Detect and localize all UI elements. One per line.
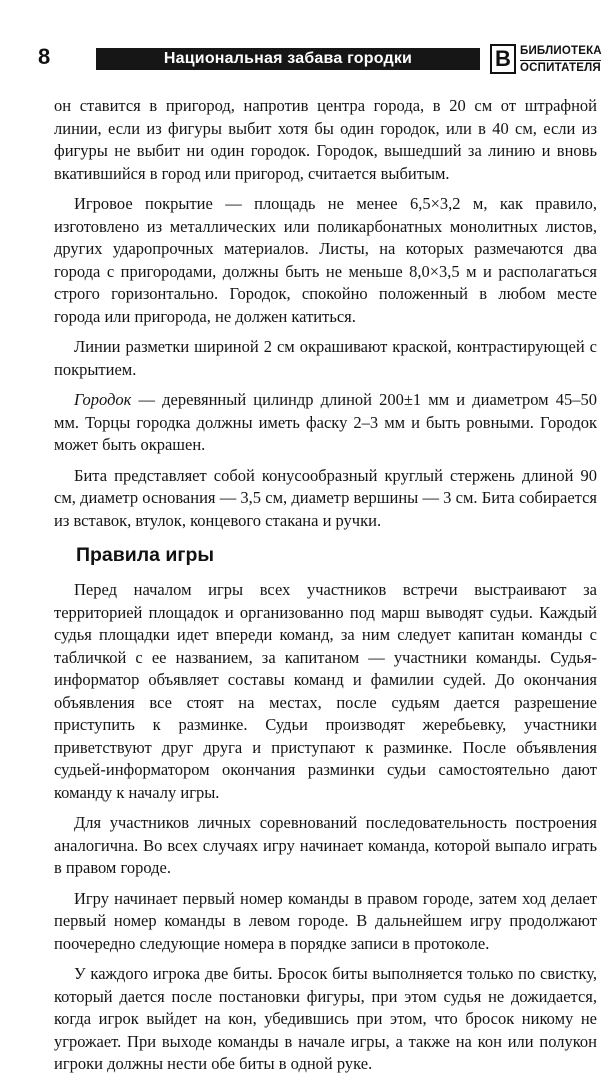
- page-header: [28, 38, 602, 78]
- series-name-line2: ОСПИТАТЕЛЯ: [520, 62, 601, 74]
- paragraph-rules-individual: Для участников личных соревнований последовательность построения аналогична. Во всех случаях игру начинает команда, которой выпало играть в правом городе.: [54, 813, 597, 877]
- paragraph-continued: он ставится в пригород, напротив центра города, в 20 см от штрафной линии, если из фигуры выбит хотя бы один городок, или в 40 см, если из фигуры не выбит ни один городок. Городок, вышедший за линию и вновь вкатившийся в город или пригород, считается выбитым.: [54, 96, 597, 183]
- paragraph-rules-lineup: Перед началом игры всех участников встречи выстраивают за территорией площадок и организованно под марш выводят судьи. Каждый судья площадки идет впереди команд, за ним следует капитан команды с табличкой с ее названием, за капитаном — участники команды. Судья-информатор объявляет составы команд и фамилии судей. До окончания объявления все стоят на местах, после судьям дается разрешение приступить к разминке. Судьи производят жеребьевку, участники приветствуют друг друга и приступают к разминке. После объявления судьей-информатором окончания разминки судьи самостоятельно дают команду к началу игры.: [54, 580, 597, 802]
- term-gorodok: Городок: [74, 390, 132, 409]
- gorodok-definition-text: — деревянный цилиндр длиной 200±1 мм и диаметром 45–50 мм. Торцы городка должны иметь фаску 2–3 мм и быть ровными. Городок может быть окрашен.: [54, 390, 597, 454]
- paragraph-bat-description: Бита представляет собой конусообразный круглый стержень длиной 90 см, диаметр основания — 3,5 см, диаметр вершины — 3 см. Бита собирается из вставок, втулок, концевого стакана и ручки.: [54, 465, 597, 530]
- section-heading-rules: Правила игры: [76, 544, 215, 566]
- paragraph-rules-turn-order: Игру начинает первый номер команды в правом городе, затем ход делает первый номер команды в левом городе. В дальнейшем игру продолжают поочередно следующие номера в порядке записи в протоколе.: [54, 888, 597, 953]
- paragraph-playing-surface: Игровое покрытие — площадь не менее 6,5×3,2 м, как правило, изготовлено из металлических или поликарбонатных монолитных листов, других ударопрочных материалов. Листы, на которых размечаются два города с пригородами, должны быть не меньше 8,0×3,5 м и располагаться строго горизонтально. Городок, спокойно положенный в любом месте города или пригорода, не должен катиться.: [54, 194, 597, 326]
- page-number: 8: [38, 44, 51, 69]
- series-name-line1: БИБЛИОТЕКА: [520, 45, 602, 57]
- series-logo: [488, 42, 600, 76]
- paragraph-rules-bats: У каждого игрока две биты. Бросок биты выполняется только по свистку, который дается после постановки фигуры, при этом судья не дожидается, когда игрок выйдет на кон, убедившись при этом, что бросок никому не угрожает. При выходе команды в начале игры, а также на кон или полукон игроки должны нести обе биты в одной руке.: [54, 964, 597, 1073]
- page-body: [54, 95, 597, 1084]
- paragraph-marking-lines: Линии разметки шириной 2 см окрашивают краской, контрастирующей с покрытием.: [54, 337, 597, 379]
- running-title: Национальная забава городки: [96, 48, 480, 70]
- series-logo-icon: В: [490, 44, 516, 74]
- paragraph-gorodok-definition: [54, 389, 597, 457]
